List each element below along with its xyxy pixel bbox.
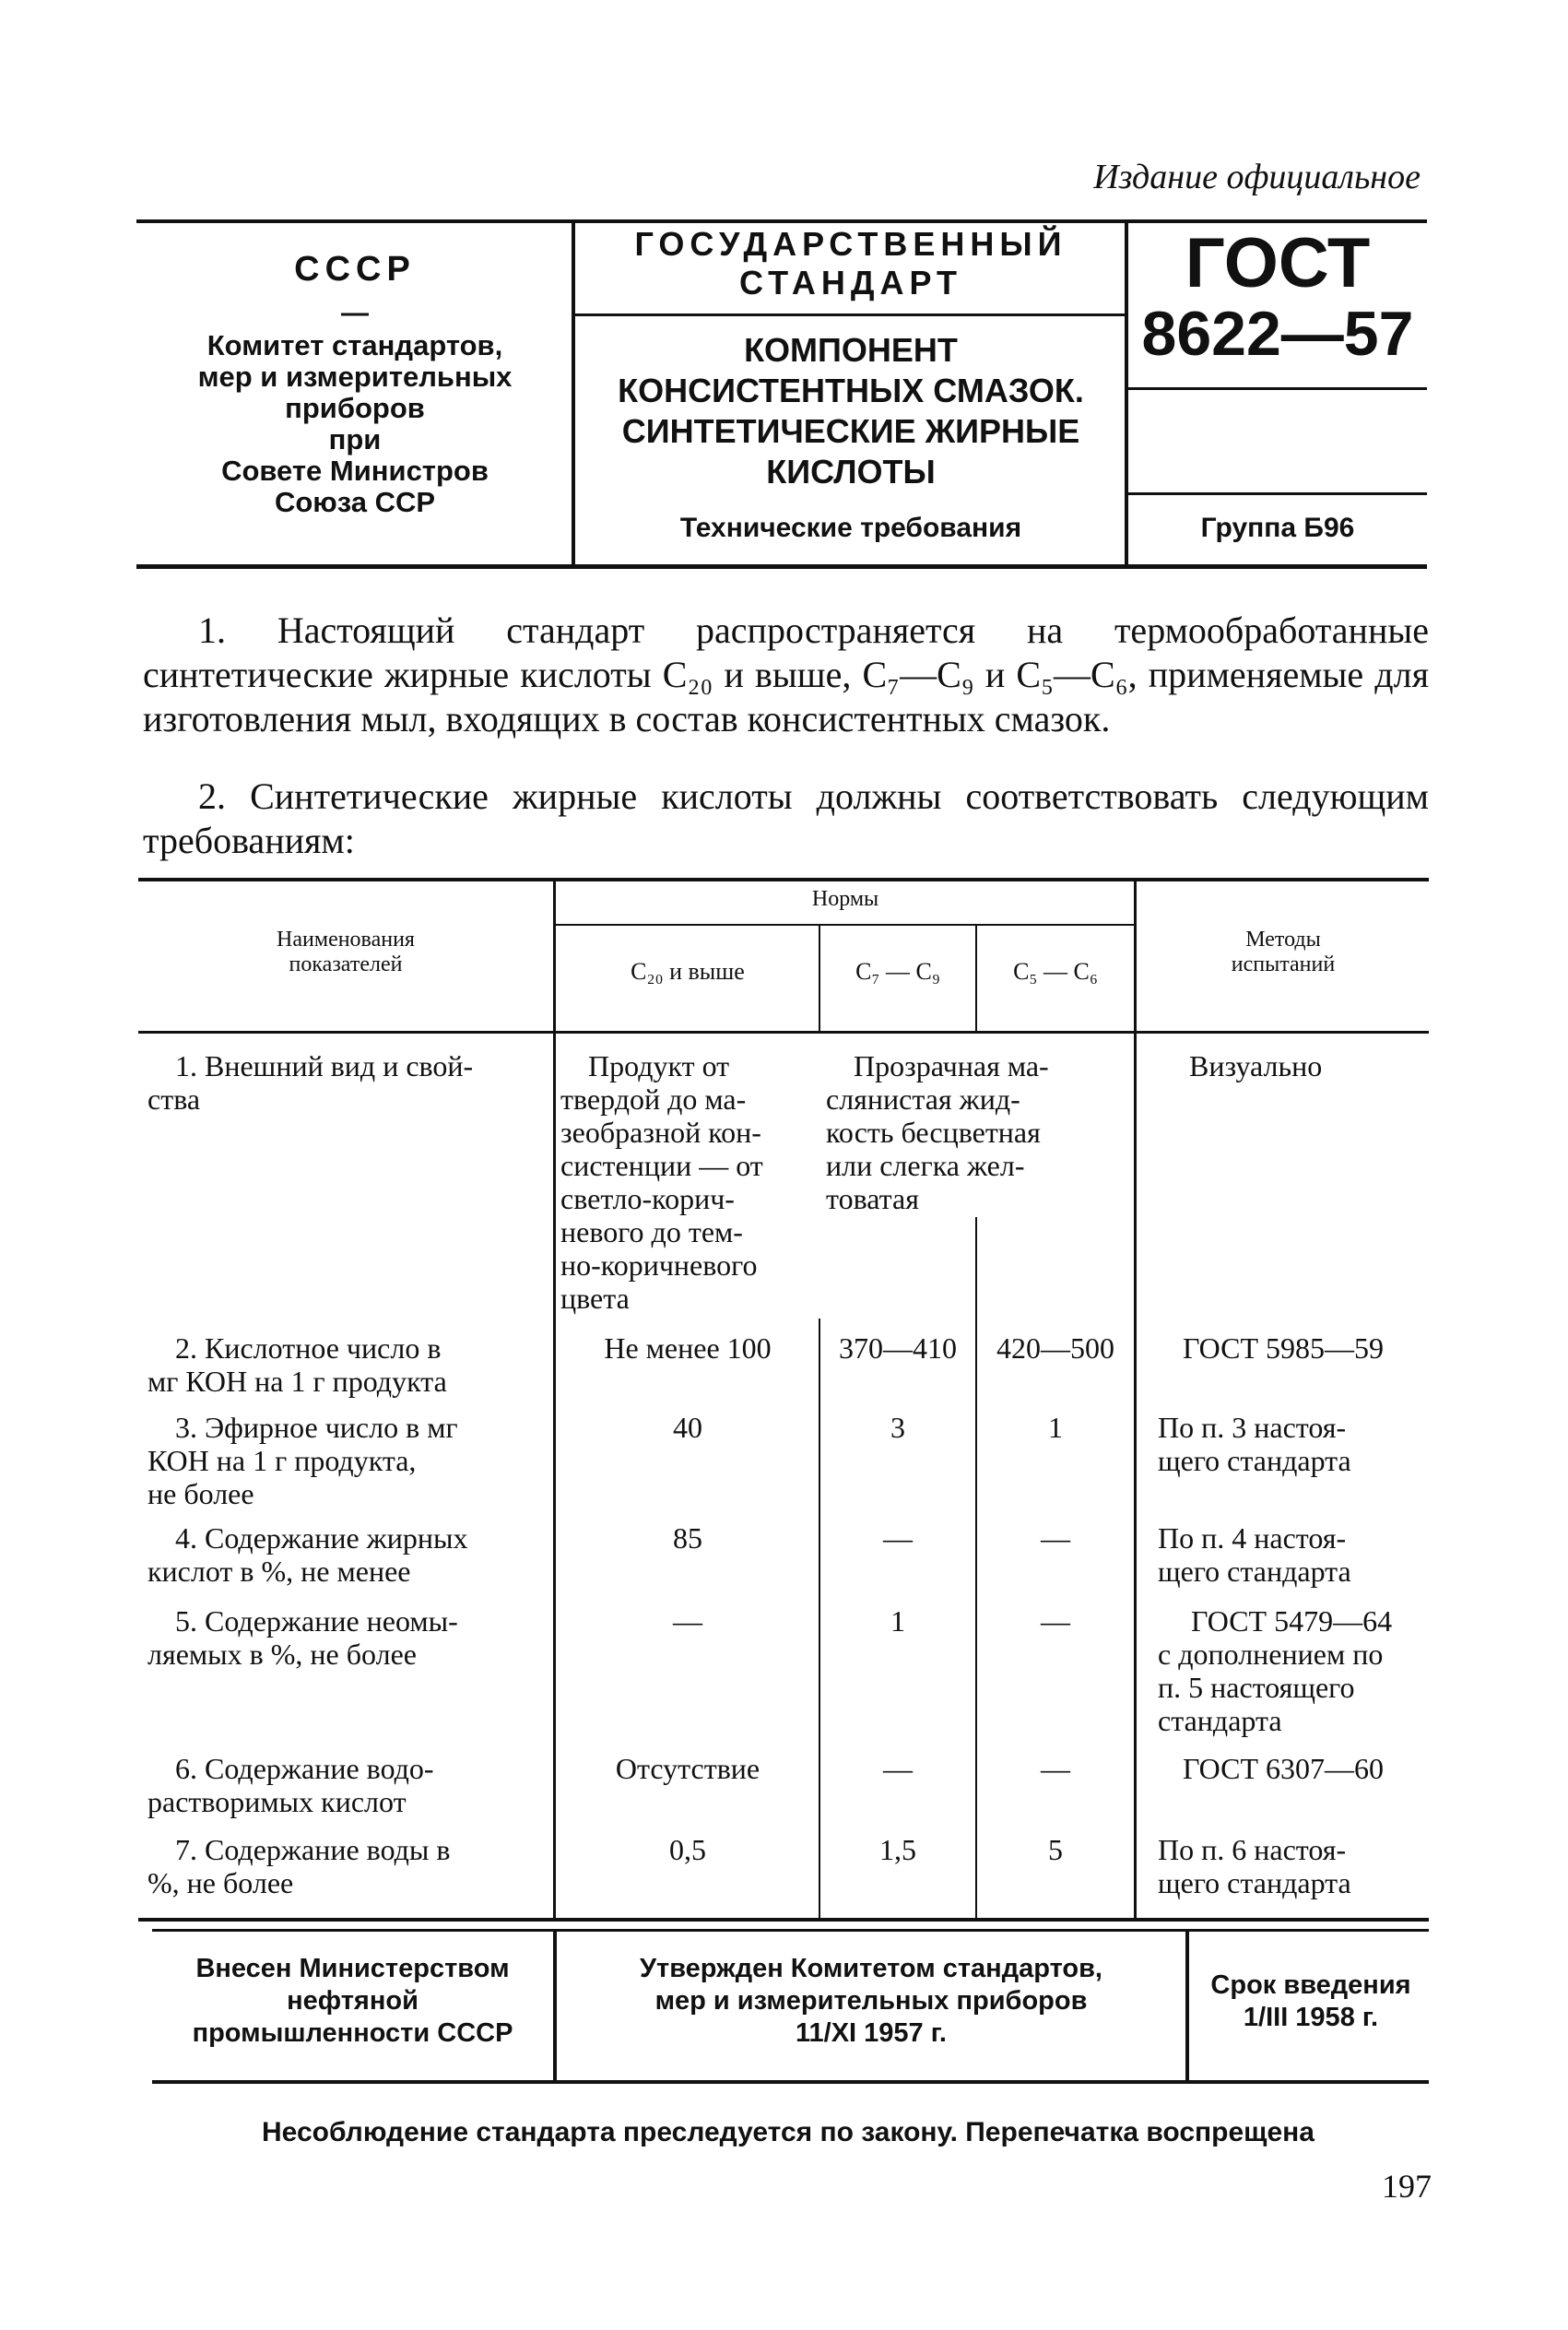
cell-line: или слегка жел- (826, 1149, 1025, 1182)
issuer (147, 330, 562, 518)
table-col-divider-1 (553, 881, 556, 1918)
table-row-7-name (147, 1833, 544, 1899)
cell-line: стандарта (1158, 1704, 1282, 1737)
header-center-rule (575, 313, 1125, 316)
norms-rule (553, 924, 1134, 926)
cell-line: По п. 4 настоя- (1158, 1521, 1347, 1555)
subject-line: СИНТЕТИЧЕСКИЕ ЖИРНЫЕ (621, 412, 1080, 450)
table-row-5-method (1158, 1604, 1429, 1737)
footer-line: промышленности СССР (192, 2018, 513, 2048)
footer-approved (560, 1953, 1182, 2050)
col-c5-header: C₅ — C₆ (1013, 958, 1098, 985)
table-header-rule (138, 1031, 1429, 1034)
table-row-1-c20 (560, 1049, 815, 1315)
cell-line: товатая (826, 1182, 919, 1215)
table-row-3-c7: 3 (890, 1411, 905, 1444)
cell-line: не более (147, 1477, 254, 1510)
col-c7-header: C₇ — C₉ (855, 958, 940, 985)
header-left (147, 249, 562, 518)
header-center-subject (581, 330, 1121, 492)
table-row-7-c20: 0,5 (669, 1833, 706, 1866)
table-row-6-c20: Отсутствие (615, 1752, 760, 1785)
table-row-2-c7: 370—410 (839, 1331, 957, 1365)
table-row-6-c7: — (883, 1752, 913, 1785)
title-line: ГОСУДАРСТВЕННЫЙ (634, 225, 1067, 263)
cell-line: ГОСТ 5479—64 (1191, 1604, 1393, 1638)
table-row-4-c7: — (883, 1521, 913, 1555)
cell-line: кислот в %, не менее (147, 1555, 411, 1588)
table-row-4-c5: — (1041, 1521, 1070, 1555)
table-row-3-c20: 40 (673, 1411, 702, 1444)
cell-line: кость бесцветная (826, 1116, 1041, 1149)
header-right-rule-1 (1128, 387, 1427, 390)
gost-label: ГОСТ (1185, 224, 1371, 302)
cell-line: ГОСТ 5985—59 (1182, 1331, 1385, 1365)
cell-line: 3. Эфирное число в мг (175, 1411, 458, 1444)
cell-line: светло-корич- (560, 1182, 735, 1215)
table-row-5-c7: 1 (890, 1604, 905, 1638)
cell-line: %, не более (147, 1866, 294, 1899)
table-row-3-c5: 1 (1048, 1411, 1063, 1444)
table-row-6-name (147, 1752, 544, 1818)
col-methods-header (1138, 928, 1429, 977)
cell-line: слянистая жид- (826, 1082, 1020, 1116)
table-row-1-method (1189, 1049, 1429, 1082)
footer-effective (1193, 1969, 1429, 2034)
cell-line: ляемых в %, не более (147, 1638, 417, 1671)
table-row-5-c5: — (1041, 1604, 1070, 1638)
footer-line: 1/III 1958 г. (1243, 2003, 1379, 2032)
table-row-6-c5: — (1041, 1752, 1070, 1785)
issuer-line: Совете Министров (221, 455, 489, 487)
cell-line: Прозрачная ма- (854, 1049, 1049, 1082)
cell-line: 6. Содержание водо- (175, 1752, 434, 1785)
cell-line: Визуально (1189, 1049, 1323, 1082)
title-line: СТАНДАРТ (739, 264, 962, 302)
header-subtitle: Технические требования (679, 513, 1022, 543)
col-c20-header: C₂₀ и выше (631, 958, 745, 985)
table-col-divider-4 (1134, 881, 1137, 1918)
cell-line: п. 5 настоящего (1158, 1671, 1355, 1704)
cell-line: цвета (560, 1282, 630, 1315)
issuer-line: при (328, 423, 382, 455)
table-row-2-name (147, 1331, 544, 1398)
footer-line: мер и измерительных приборов (654, 1986, 1088, 2016)
table-row-7-c5: 5 (1048, 1833, 1063, 1866)
cell-line: но-коричневого (560, 1248, 758, 1282)
footer-introduced (157, 1953, 548, 2050)
header-right-rule-2 (1128, 492, 1427, 495)
footer-divider-2 (1185, 1929, 1189, 2084)
table-row-2-method (1138, 1331, 1429, 1365)
footer-line: Утвержден Комитетом стандартов, (639, 1954, 1102, 1983)
col-methods-line: испытаний (1231, 952, 1336, 976)
table-row-4-name (147, 1521, 544, 1588)
paragraph-1: 1. Настоящий стандарт распространяется на термообработанные синтетические жирные кислоты C₂₀ и выше, C₇—C₉ и C₅—C₆, применяемые для изготовления мыл, входящих в состав консистентных смазок. (143, 609, 1429, 739)
cell-line: с дополнением по (1158, 1638, 1384, 1671)
cell-line: 5. Содержание неомы- (175, 1604, 458, 1638)
cell-line: щего стандарта (1158, 1866, 1351, 1899)
table-row-4-method (1158, 1521, 1429, 1588)
footer-divider-1 (553, 1929, 557, 2084)
subject-line: КОНСИСТЕНТНЫХ СМАЗОК. (618, 372, 1084, 409)
table-top-rule (138, 878, 1429, 881)
cell-line: систенции — от (560, 1149, 763, 1182)
group-label: Группа Б96 (1200, 513, 1355, 543)
table-row-2-c20: Не менее 100 (604, 1331, 772, 1365)
footer-line: нефтяной (287, 1986, 419, 2016)
cell-line: 4. Содержание жирных (175, 1521, 468, 1555)
table-row-2-c5: 420—500 (996, 1331, 1114, 1365)
subject-line: КИСЛОТЫ (766, 453, 936, 491)
table-row-1-c7-c6 (826, 1049, 1130, 1215)
col-methods-line: Методы (1245, 928, 1321, 952)
cell-line: щего стандарта (1158, 1555, 1351, 1588)
table-row-3-name (147, 1411, 544, 1510)
issuer-line: Комитет стандартов, (206, 329, 503, 361)
table-col-divider-3b (975, 1217, 977, 1918)
legal-notice: Несоблюдение стандарта преследуется по закону. Перепечатка воспрещена (262, 2117, 1315, 2147)
cell-line: 7. Содержание воды в (175, 1833, 451, 1866)
page-number: 197 (1382, 2168, 1432, 2205)
cell-line: твердой до ма- (560, 1082, 747, 1116)
cell-line: ГОСТ 6307—60 (1182, 1752, 1385, 1785)
cell-line: мг КОН на 1 г продукта (147, 1365, 447, 1398)
header-divider-1 (572, 219, 575, 566)
footer-line: 11/XI 1957 г. (796, 2018, 947, 2048)
header-center-title (581, 225, 1121, 302)
table-row-5-c20: — (673, 1604, 702, 1638)
cell-line: ства (147, 1082, 201, 1116)
footer-bottom-rule (152, 2080, 1429, 2084)
cell-line: зеобразной кон- (560, 1116, 761, 1149)
table-row-3-method (1158, 1411, 1429, 1477)
paragraph-2: 2. Синтетические жирные кислоты должны соответствовать следующим требованиям: (143, 775, 1429, 861)
dash: — (341, 298, 369, 328)
footer-line: Срок введения (1210, 1970, 1411, 2000)
cell-line: По п. 6 настоя- (1158, 1833, 1347, 1866)
cell-line: 1. Внешний вид и свой- (175, 1049, 474, 1082)
table-row-7-c7: 1,5 (879, 1833, 916, 1866)
table-row-5-name (147, 1604, 544, 1671)
subject-line: КОМПОНЕНТ (744, 331, 958, 369)
table-bottom-rule (138, 1918, 1429, 1922)
country-label: СССР (294, 250, 416, 289)
footer-top-rule (152, 1929, 1429, 1932)
col-name-line: Наименования (277, 928, 415, 952)
col-name-line: показателей (289, 952, 403, 976)
header-divider-2 (1125, 219, 1128, 566)
cell-line: растворимых кислот (147, 1785, 407, 1818)
header-bottom-rule (136, 564, 1427, 569)
issuer-line: Союза ССР (274, 486, 436, 518)
table-row-6-method (1138, 1752, 1429, 1785)
table-row-1-name (147, 1049, 544, 1116)
cell-line: невого до тем- (560, 1215, 743, 1248)
col-name-header (138, 928, 553, 977)
cell-line: По п. 3 настоя- (1158, 1411, 1347, 1444)
issuer-line: приборов (285, 392, 425, 424)
edition-note: Издание официальное (1093, 158, 1421, 196)
header-top-rule (136, 219, 1427, 223)
norms-header: Нормы (811, 887, 879, 911)
footer-line: Внесен Министерством (195, 1954, 510, 1983)
gost-number: 8622—57 (1141, 299, 1414, 369)
cell-line: щего стандарта (1158, 1444, 1351, 1477)
issuer-line: мер и измерительных (197, 361, 513, 393)
cell-line: КОН на 1 г продукта, (147, 1444, 417, 1477)
cell-line: Продукт от (588, 1049, 730, 1082)
table-row-7-method (1158, 1833, 1429, 1899)
cell-line: 2. Кислотное число в (175, 1331, 442, 1365)
table-row-4-c20: 85 (673, 1521, 702, 1555)
